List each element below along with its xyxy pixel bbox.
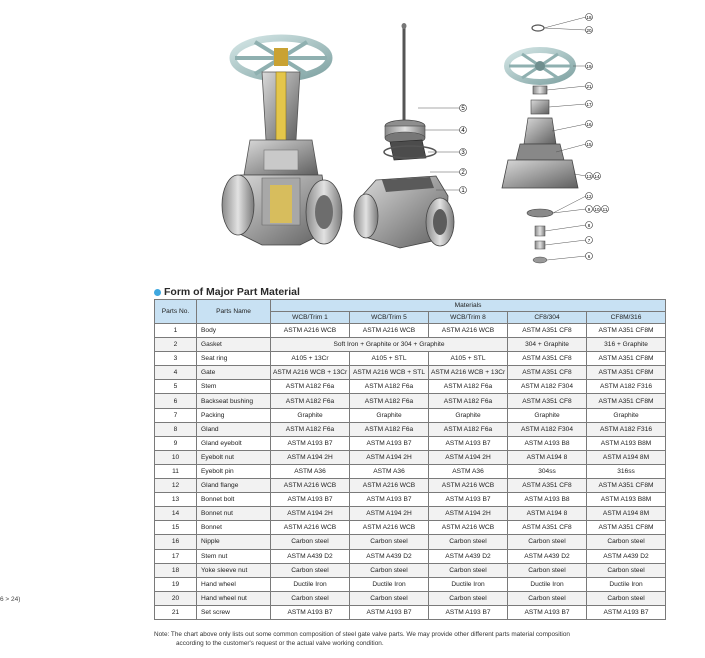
callout-10: 10 <box>594 206 600 212</box>
callout-16: 16 <box>586 121 592 127</box>
material-cell: ASTM A193 B7 <box>429 436 508 450</box>
part-number-cell: 3 <box>155 352 197 366</box>
material-cell: ASTM A194 2H <box>429 450 508 464</box>
material-cell: ASTM A439 D2 <box>508 549 587 563</box>
part-name-cell: Eyebolt pin <box>197 464 271 478</box>
header-grade: CF8M/316 <box>587 312 666 324</box>
side-note-fragment: 6 > 24) <box>0 596 21 603</box>
table-row <box>155 450 666 464</box>
material-cell: ASTM A193 B7 <box>350 605 429 619</box>
table-row <box>155 366 666 380</box>
header-parts-no: Parts No. <box>155 300 197 324</box>
callout-4: 4 <box>461 128 465 134</box>
material-cell: ASTM A216 WCB <box>271 479 350 493</box>
part-number-cell: 8 <box>155 422 197 436</box>
part-number-cell: 7 <box>155 408 197 422</box>
exploded-bonnet-parts <box>502 14 609 264</box>
part-name-cell: Seat ring <box>197 352 271 366</box>
material-cell: Carbon steel <box>350 591 429 605</box>
material-cell: ASTM A194 8 <box>508 507 587 521</box>
part-number-cell: 1 <box>155 324 197 338</box>
part-name-cell: Bonnet bolt <box>197 493 271 507</box>
material-cell: Ductile Iron <box>350 577 429 591</box>
material-cell: 304 + Graphite <box>508 338 587 352</box>
part-name-cell: Bonnet <box>197 521 271 535</box>
header-grade: WCB/Trim 8 <box>429 312 508 324</box>
material-cell: ASTM A216 WCB <box>350 479 429 493</box>
callout-11: 11 <box>602 206 608 212</box>
part-name-cell: Stem <box>197 380 271 394</box>
part-number-cell: 18 <box>155 563 197 577</box>
material-cell: ASTM A193 B7 <box>271 605 350 619</box>
callout-3: 3 <box>461 150 465 156</box>
part-number-cell: 13 <box>155 493 197 507</box>
part-number-cell: 12 <box>155 479 197 493</box>
material-cell: Soft Iron + Graphite or 304 + Graphite <box>271 338 508 352</box>
table-row <box>155 521 666 535</box>
material-cell: A105 + STL <box>429 352 508 366</box>
callout-15: 15 <box>586 141 592 147</box>
part-number-cell: 17 <box>155 549 197 563</box>
header-grade: CF8/304 <box>508 312 587 324</box>
assembled-valve-cutaway <box>222 38 342 245</box>
bullet-icon <box>154 289 161 296</box>
part-name-cell: Stem nut <box>197 549 271 563</box>
material-cell: Ductile Iron <box>508 577 587 591</box>
part-name-cell: Body <box>197 324 271 338</box>
material-cell: ASTM A193 B8 <box>508 493 587 507</box>
material-cell: Carbon steel <box>350 563 429 577</box>
material-cell: Graphite <box>271 408 350 422</box>
material-cell: ASTM A193 B7 <box>271 493 350 507</box>
table-row <box>155 422 666 436</box>
material-cell: ASTM A182 F6a <box>429 422 508 436</box>
callout-2: 2 <box>461 170 465 176</box>
callout-7: 7 <box>587 237 591 243</box>
callout-18: 18 <box>586 14 592 20</box>
material-cell: ASTM A351 CF8M <box>587 352 666 366</box>
material-cell: ASTM A216 WCB <box>350 324 429 338</box>
material-cell: Graphite <box>508 408 587 422</box>
material-cell: ASTM A439 D2 <box>429 549 508 563</box>
callout-5: 5 <box>461 106 465 112</box>
material-cell: ASTM A182 F6a <box>429 394 508 408</box>
callout-19: 19 <box>586 63 592 69</box>
material-cell: ASTM A439 D2 <box>587 549 666 563</box>
material-cell: ASTM A216 WCB + 13Cr <box>271 366 350 380</box>
material-cell: ASTM A194 2H <box>429 507 508 521</box>
callout-21: 21 <box>586 83 592 89</box>
material-cell: ASTM A351 CF8 <box>508 479 587 493</box>
material-cell: ASTM A216 WCB <box>429 521 508 535</box>
material-cell: ASTM A351 CF8M <box>587 366 666 380</box>
material-cell: Carbon steel <box>587 563 666 577</box>
part-number-cell: 5 <box>155 380 197 394</box>
material-cell: ASTM A216 WCB <box>429 479 508 493</box>
material-cell: ASTM A216 WCB + 13Cr <box>429 366 508 380</box>
material-cell: A105 + STL <box>350 352 429 366</box>
material-cell: 304ss <box>508 464 587 478</box>
part-name-cell: Backseat bushing <box>197 394 271 408</box>
footnote <box>154 631 684 648</box>
table-row <box>155 464 666 478</box>
material-cell: ASTM A193 B7 <box>587 605 666 619</box>
part-name-cell: Hand wheel nut <box>197 591 271 605</box>
material-cell: ASTM A194 8M <box>587 450 666 464</box>
callout-6: 6 <box>587 253 591 259</box>
material-cell: ASTM A193 B7 <box>508 605 587 619</box>
table-row <box>155 324 666 338</box>
material-cell: ASTM A182 F6a <box>429 380 508 394</box>
table-row <box>155 436 666 450</box>
table-row <box>155 577 666 591</box>
header-grade: WCB/Trim 1 <box>271 312 350 324</box>
material-cell: ASTM A193 B7 <box>271 436 350 450</box>
part-name-cell: Gland <box>197 422 271 436</box>
callout-20: 20 <box>586 27 592 33</box>
part-name-cell: Packing <box>197 408 271 422</box>
material-cell: ASTM A182 F316 <box>587 380 666 394</box>
material-cell: ASTM A194 2H <box>350 507 429 521</box>
part-number-cell: 15 <box>155 521 197 535</box>
material-cell: ASTM A216 WCB <box>271 324 350 338</box>
part-name-cell: Set screw <box>197 605 271 619</box>
material-cell: ASTM A351 CF8 <box>508 394 587 408</box>
table-row <box>155 591 666 605</box>
material-cell: ASTM A351 CF8 <box>508 366 587 380</box>
part-name-cell: Gasket <box>197 338 271 352</box>
material-cell: ASTM A351 CF8 <box>508 521 587 535</box>
material-cell: ASTM A182 F316 <box>587 422 666 436</box>
material-cell: Carbon steel <box>429 591 508 605</box>
table-body <box>155 324 666 620</box>
callout-9: 9 <box>587 206 591 212</box>
header-parts-name: Parts Name <box>197 300 271 324</box>
part-name-cell: Gate <box>197 366 271 380</box>
part-name-cell: Nipple <box>197 535 271 549</box>
material-cell: 316 + Graphite <box>587 338 666 352</box>
part-number-cell: 14 <box>155 507 197 521</box>
table-row <box>155 507 666 521</box>
material-cell: ASTM A193 B8 <box>508 436 587 450</box>
material-cell: Ductile Iron <box>271 577 350 591</box>
part-number-cell: 10 <box>155 450 197 464</box>
material-cell: ASTM A194 2H <box>271 507 350 521</box>
material-cell: ASTM A193 B7 <box>429 493 508 507</box>
table-row <box>155 535 666 549</box>
callout-12: 12 <box>586 193 592 199</box>
material-cell: ASTM A182 F6a <box>271 380 350 394</box>
part-number-cell: 4 <box>155 366 197 380</box>
material-cell: ASTM A351 CF8M <box>587 394 666 408</box>
material-cell: ASTM A194 2H <box>350 450 429 464</box>
material-cell: ASTM A351 CF8M <box>587 521 666 535</box>
material-cell: Carbon steel <box>271 591 350 605</box>
material-cell: ASTM A36 <box>271 464 350 478</box>
callout-17: 17 <box>586 101 592 107</box>
callout-13: 13 <box>586 173 592 179</box>
material-cell: A105 + 13Cr <box>271 352 350 366</box>
callout-1: 1 <box>461 188 465 194</box>
material-cell: Ductile Iron <box>587 577 666 591</box>
exploded-body-parts <box>354 23 467 248</box>
material-cell: Carbon steel <box>350 535 429 549</box>
footnote-line-1: Note: The chart above only lists out some common composition of steel gate valve parts. We may provide other different parts material composition <box>154 631 570 638</box>
material-cell: ASTM A36 <box>429 464 508 478</box>
callout-14: 14 <box>594 173 600 179</box>
material-cell: ASTM A439 D2 <box>271 549 350 563</box>
material-cell: Carbon steel <box>508 591 587 605</box>
material-cell: ASTM A216 WCB + STL <box>350 366 429 380</box>
material-cell: ASTM A216 WCB <box>350 521 429 535</box>
material-cell: ASTM A193 B7 <box>350 436 429 450</box>
part-number-cell: 16 <box>155 535 197 549</box>
material-cell: Carbon steel <box>429 563 508 577</box>
material-cell: ASTM A182 F6a <box>271 422 350 436</box>
table-row <box>155 549 666 563</box>
material-cell: ASTM A351 CF8M <box>587 324 666 338</box>
material-cell: ASTM A193 B7 <box>429 605 508 619</box>
material-cell: ASTM A182 F6a <box>350 380 429 394</box>
part-name-cell: Hand wheel <box>197 577 271 591</box>
part-number-cell: 21 <box>155 605 197 619</box>
footnote-line-2: according to the customer's request or the actual valve working condition. <box>176 639 384 647</box>
material-cell: ASTM A182 F6a <box>350 394 429 408</box>
table-row <box>155 605 666 619</box>
parts-material-table <box>154 299 666 620</box>
part-name-cell: Yoke sleeve nut <box>197 563 271 577</box>
table-row <box>155 479 666 493</box>
table-row <box>155 408 666 422</box>
material-cell: ASTM A182 F304 <box>508 380 587 394</box>
material-cell: Ductile Iron <box>429 577 508 591</box>
part-name-cell: Gland eyebolt <box>197 436 271 450</box>
material-cell: Carbon steel <box>508 563 587 577</box>
part-name-cell: Gland flange <box>197 479 271 493</box>
part-name-cell: Bonnet nut <box>197 507 271 521</box>
material-cell: ASTM A182 F304 <box>508 422 587 436</box>
material-cell: ASTM A182 F6a <box>271 394 350 408</box>
material-cell: ASTM A193 B8M <box>587 436 666 450</box>
material-cell: Carbon steel <box>271 535 350 549</box>
material-cell: Carbon steel <box>271 563 350 577</box>
header-grade: WCB/Trim 5 <box>350 312 429 324</box>
callout-8: 8 <box>587 222 591 228</box>
material-cell: Carbon steel <box>508 535 587 549</box>
material-cell: ASTM A194 2H <box>271 450 350 464</box>
material-cell: ASTM A351 CF8 <box>508 324 587 338</box>
material-cell: ASTM A36 <box>350 464 429 478</box>
table-row <box>155 394 666 408</box>
table-row <box>155 493 666 507</box>
material-cell: ASTM A351 CF8M <box>587 479 666 493</box>
material-cell: 316ss <box>587 464 666 478</box>
material-cell: ASTM A216 WCB <box>271 521 350 535</box>
table-row <box>155 563 666 577</box>
material-cell: Carbon steel <box>587 535 666 549</box>
part-number-cell: 6 <box>155 394 197 408</box>
material-cell: ASTM A216 WCB <box>429 324 508 338</box>
part-number-cell: 11 <box>155 464 197 478</box>
material-cell: Carbon steel <box>429 535 508 549</box>
part-name-cell: Eyebolt nut <box>197 450 271 464</box>
material-cell: ASTM A194 8M <box>587 507 666 521</box>
material-cell: ASTM A182 F6a <box>350 422 429 436</box>
header-materials: Materials <box>271 300 666 312</box>
material-cell: Carbon steel <box>587 591 666 605</box>
material-cell: Graphite <box>587 408 666 422</box>
part-number-cell: 9 <box>155 436 197 450</box>
part-number-cell: 19 <box>155 577 197 591</box>
table-row <box>155 338 666 352</box>
table-row <box>155 352 666 366</box>
material-cell: ASTM A193 B8M <box>587 493 666 507</box>
material-cell: ASTM A439 D2 <box>350 549 429 563</box>
part-number-cell: 20 <box>155 591 197 605</box>
part-number-cell: 2 <box>155 338 197 352</box>
material-cell: ASTM A193 B7 <box>350 493 429 507</box>
material-cell: ASTM A194 8 <box>508 450 587 464</box>
material-cell: Graphite <box>429 408 508 422</box>
table-row <box>155 380 666 394</box>
material-cell: ASTM A351 CF8 <box>508 352 587 366</box>
section-title: Form of Major Part Material <box>164 286 300 298</box>
section-heading <box>154 286 300 298</box>
material-cell: Graphite <box>350 408 429 422</box>
gate-valve-illustration <box>0 0 705 285</box>
